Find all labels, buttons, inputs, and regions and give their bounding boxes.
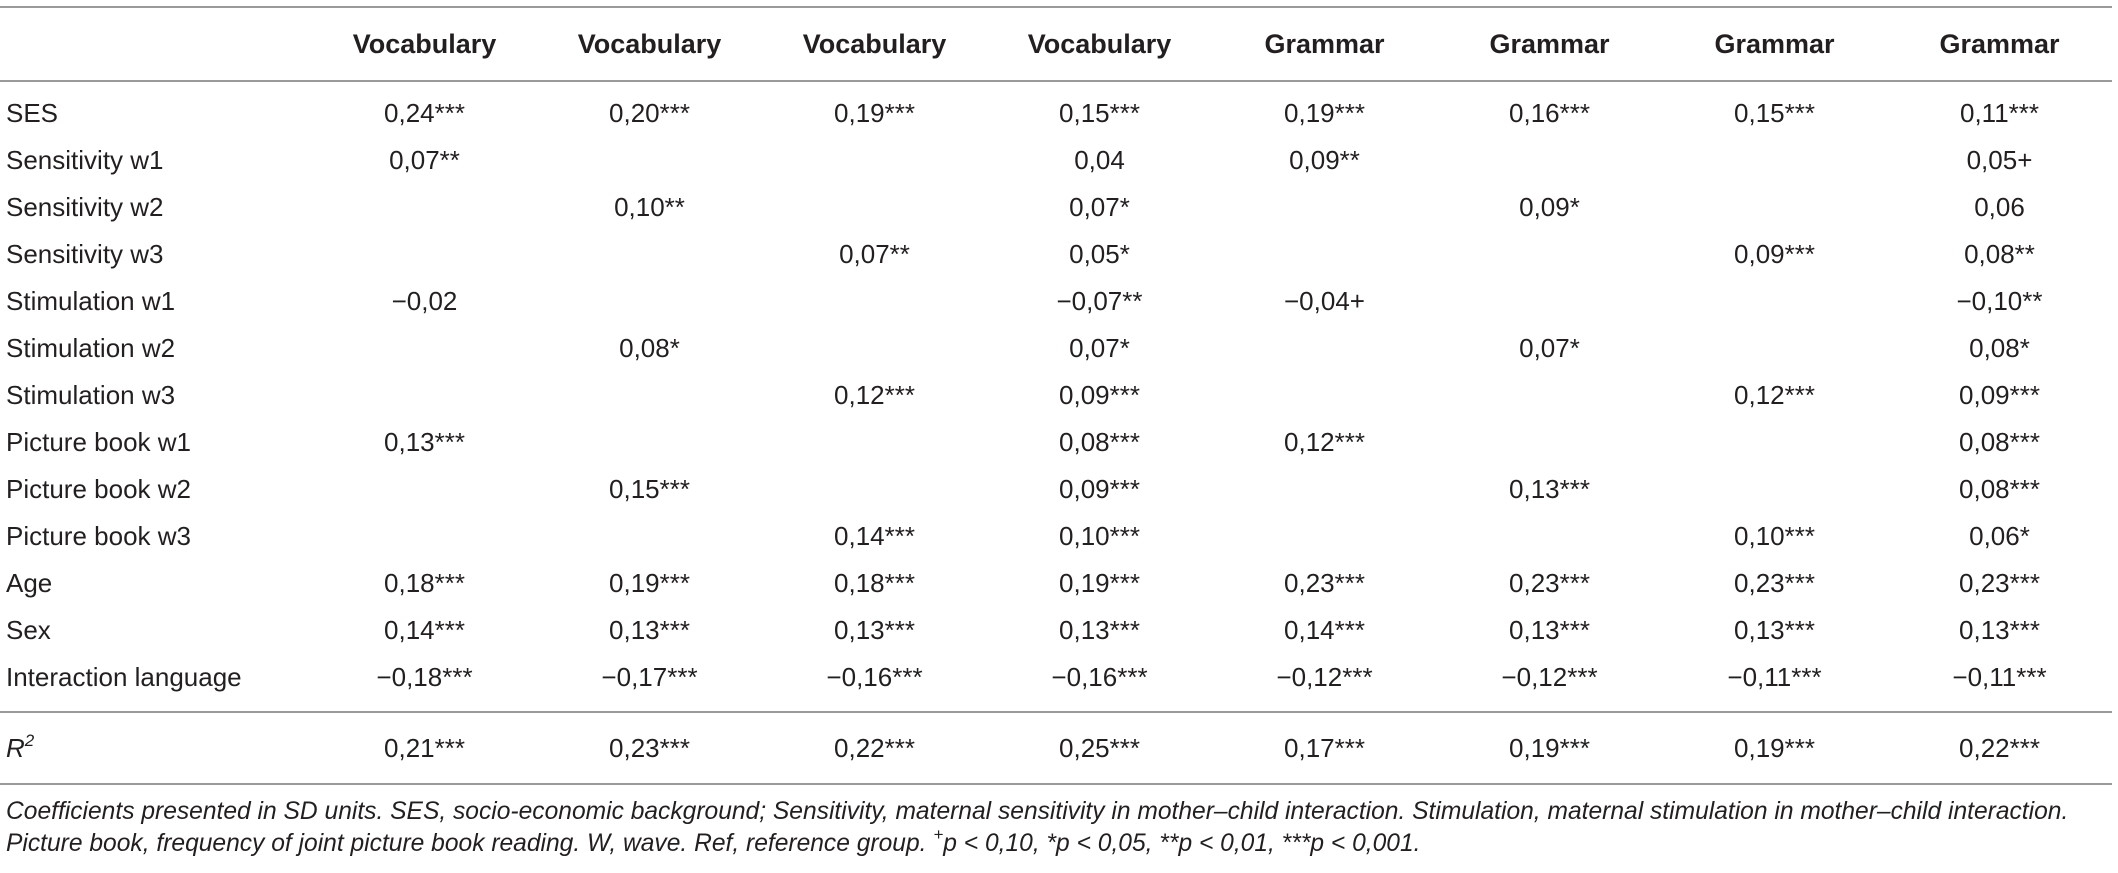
table-row	[0, 184, 2112, 231]
coefficient-cell: −0,12***	[1501, 662, 1598, 692]
table-row	[0, 231, 2112, 278]
row-label: Age	[6, 568, 53, 598]
coefficient-cell: −0,07**	[1056, 286, 1143, 316]
row-label: Sensitivity w1	[6, 145, 164, 175]
coefficient-cell: 0,12***	[1284, 427, 1365, 457]
coefficient-cell	[1437, 231, 1662, 278]
row-label: Picture book w2	[6, 474, 191, 504]
coefficient-cell: 0,07**	[839, 239, 910, 269]
r-squared-cell: 0,23***	[537, 712, 762, 784]
row-label: Stimulation w3	[6, 380, 176, 410]
table-row	[0, 654, 2112, 712]
column-header: Vocabulary	[537, 7, 762, 81]
coefficient-cell	[312, 184, 537, 231]
table-header	[0, 7, 2112, 81]
coefficient-cell	[312, 372, 537, 419]
coefficient-cell	[762, 325, 987, 372]
coefficient-cell: 0,19***	[834, 98, 915, 128]
coefficient-cell: −0,10**	[1956, 286, 2043, 316]
coefficient-cell: 0,09***	[1734, 239, 1815, 269]
table-row	[0, 81, 2112, 137]
coefficient-cell: 0,10***	[1734, 521, 1815, 551]
coefficient-cell: 0,15***	[609, 474, 690, 504]
r-squared-cell: 0,17***	[1212, 712, 1437, 784]
header-row	[0, 7, 2112, 81]
coefficient-cell: −0,11***	[1727, 662, 1822, 692]
coefficient-cell	[1212, 231, 1437, 278]
coefficient-cell: −0,02	[391, 286, 458, 316]
row-label: Stimulation w1	[6, 286, 176, 316]
table-row	[0, 137, 2112, 184]
coefficient-cell: 0,13***	[384, 427, 465, 457]
coefficient-cell: 0,19***	[609, 568, 690, 598]
coefficient-cell: 0,18***	[384, 568, 465, 598]
coefficient-cell: 0,09***	[1059, 380, 1140, 410]
r-squared-cell: 0,25***	[987, 712, 1212, 784]
coefficient-cell: 0,13***	[1959, 615, 2040, 645]
table-row	[0, 607, 2112, 654]
coefficient-cell	[762, 184, 987, 231]
coefficient-cell	[537, 513, 762, 560]
coefficient-cell: 0,08*	[619, 333, 680, 363]
row-label: Picture book w1	[6, 427, 191, 457]
coefficient-cell	[1212, 325, 1437, 372]
coefficient-cell: 0,18***	[834, 568, 915, 598]
coefficient-cell	[1662, 278, 1887, 325]
coefficient-cell	[312, 231, 537, 278]
table-footer	[0, 712, 2112, 784]
coefficient-cell: 0,07*	[1069, 333, 1130, 363]
coefficient-cell	[1437, 137, 1662, 184]
column-header: Grammar	[1437, 7, 1662, 81]
coefficient-cell: 0,06	[1974, 192, 2025, 222]
coefficient-cell: −0,11***	[1952, 662, 2047, 692]
coefficient-cell: 0,19***	[1059, 568, 1140, 598]
row-label: Interaction language	[6, 662, 242, 692]
coefficient-cell	[1437, 372, 1662, 419]
footnote-plus-sup: +	[933, 825, 944, 844]
coefficient-cell	[312, 513, 537, 560]
coefficient-cell	[1662, 466, 1887, 513]
coefficient-cell	[762, 278, 987, 325]
coefficient-cell	[537, 231, 762, 278]
column-header: Vocabulary	[312, 7, 537, 81]
coefficient-cell: 0,13***	[1734, 615, 1815, 645]
coefficient-cell	[1437, 278, 1662, 325]
row-label: Sensitivity w2	[6, 192, 164, 222]
coefficient-cell: 0,08***	[1959, 474, 2040, 504]
coefficient-cell: 0,06*	[1969, 521, 2030, 551]
coefficient-cell: −0,18***	[376, 662, 473, 692]
coefficient-cell	[1212, 184, 1437, 231]
coefficient-cell	[762, 137, 987, 184]
column-header: Vocabulary	[762, 7, 987, 81]
coefficient-cell: 0,20***	[609, 98, 690, 128]
coefficient-cell: 0,24***	[384, 98, 465, 128]
coefficient-cell: 0,05+	[1966, 145, 2033, 175]
table-row	[0, 278, 2112, 325]
coefficient-cell: −0,12***	[1276, 662, 1373, 692]
coefficient-cell: 0,07*	[1519, 333, 1580, 363]
table-row	[0, 372, 2112, 419]
coefficient-cell: −0,04+	[1284, 286, 1365, 316]
coefficient-cell: 0,12***	[834, 380, 915, 410]
coefficient-cell: −0,16***	[1051, 662, 1148, 692]
table-body	[0, 81, 2112, 712]
coefficient-cell	[1212, 372, 1437, 419]
coefficient-cell	[312, 466, 537, 513]
coefficient-cell: 0,08*	[1969, 333, 2030, 363]
coefficient-cell: 0,09*	[1519, 192, 1580, 222]
coefficient-cell	[1437, 513, 1662, 560]
r-squared-cell: 0,19***	[1662, 712, 1887, 784]
coefficient-cell	[1662, 184, 1887, 231]
regression-table	[0, 6, 2112, 785]
coefficient-cell	[1212, 513, 1437, 560]
r-squared-cell: 0,19***	[1437, 712, 1662, 784]
coefficient-cell	[537, 278, 762, 325]
column-header: Grammar	[1662, 7, 1887, 81]
coefficient-cell: 0,08**	[1964, 239, 2035, 269]
coefficient-cell: 0,15***	[1059, 98, 1140, 128]
coefficient-cell: 0,13***	[1059, 615, 1140, 645]
r-squared-cell: 0,22***	[762, 712, 987, 784]
coefficient-cell: 0,23***	[1284, 568, 1365, 598]
coefficient-cell: 0,07**	[389, 145, 460, 175]
footnote-significance: p < 0,10, *p < 0,05, **p < 0,01, ***p < 0,001.	[943, 830, 1421, 857]
table-row	[0, 466, 2112, 513]
column-header: Vocabulary	[987, 7, 1212, 81]
coefficient-cell: 0,04	[1074, 145, 1125, 175]
r-squared-label: $R^2$	[0, 712, 312, 784]
coefficient-cell: 0,23***	[1959, 568, 2040, 598]
coefficient-cell: 0,07*	[1069, 192, 1130, 222]
coefficient-cell: 0,14***	[1284, 615, 1365, 645]
coefficient-cell	[537, 372, 762, 419]
row-label: Picture book w3	[6, 521, 191, 551]
r-squared-cell: 0,21***	[312, 712, 537, 784]
coefficient-cell: 0,23***	[1734, 568, 1815, 598]
coefficient-cell	[1212, 466, 1437, 513]
table-row	[0, 513, 2112, 560]
coefficient-cell: 0,12***	[1734, 380, 1815, 410]
row-label: SES	[6, 98, 59, 128]
column-header: Grammar	[1887, 7, 2112, 81]
coefficient-cell	[1662, 137, 1887, 184]
coefficient-cell: 0,14***	[834, 521, 915, 551]
coefficient-cell: 0,09***	[1059, 474, 1140, 504]
coefficient-cell	[1437, 419, 1662, 466]
coefficient-cell: 0,19***	[1284, 98, 1365, 128]
coefficient-cell: 0,13***	[1509, 615, 1590, 645]
coefficient-cell: 0,08***	[1059, 427, 1140, 457]
row-label: Sex	[6, 615, 51, 645]
coefficient-cell: 0,11***	[1959, 98, 2040, 128]
coefficient-cell: 0,09***	[1959, 380, 2040, 410]
coefficient-cell	[1662, 419, 1887, 466]
table-row	[0, 560, 2112, 607]
coefficient-cell	[762, 419, 987, 466]
coefficient-cell: −0,17***	[601, 662, 698, 692]
r-squared-row	[0, 712, 2112, 784]
coefficient-cell: 0,23***	[1509, 568, 1590, 598]
coefficient-cell	[537, 137, 762, 184]
coefficient-cell: 0,10**	[614, 192, 685, 222]
coefficient-cell: 0,08***	[1959, 427, 2040, 457]
table-row	[0, 419, 2112, 466]
coefficient-cell: 0,16***	[1509, 98, 1590, 128]
row-label: Sensitivity w3	[6, 239, 164, 269]
coefficient-cell: 0,15***	[1734, 98, 1815, 128]
coefficient-cell: 0,13***	[1509, 474, 1590, 504]
header-label-cell	[0, 7, 312, 81]
r-squared-cell: 0,22***	[1887, 712, 2112, 784]
coefficient-cell	[762, 466, 987, 513]
coefficient-cell: −0,16***	[826, 662, 923, 692]
table-footnote	[6, 796, 2110, 860]
coefficient-cell	[537, 419, 762, 466]
coefficient-cell: 0,05*	[1069, 239, 1130, 269]
coefficient-cell: 0,10***	[1059, 521, 1140, 551]
table-row	[0, 325, 2112, 372]
column-header: Grammar	[1212, 7, 1437, 81]
coefficient-cell	[1662, 325, 1887, 372]
row-label: Stimulation w2	[6, 333, 176, 363]
coefficient-cell	[312, 325, 537, 372]
coefficient-cell: 0,09**	[1289, 145, 1360, 175]
footnote-text: Coefficients presented in SD units. SES, socio-economic background; Sensitivity, maternal sensitivity in mother–child interaction. Stimulation, maternal stimulation in mother–child interaction. Picture book, frequency of joint picture book reading. W, wave. Ref, reference group.	[6, 798, 2069, 857]
coefficient-cell: 0,14***	[384, 615, 465, 645]
coefficient-cell: 0,13***	[834, 615, 915, 645]
coefficient-cell: 0,13***	[609, 615, 690, 645]
